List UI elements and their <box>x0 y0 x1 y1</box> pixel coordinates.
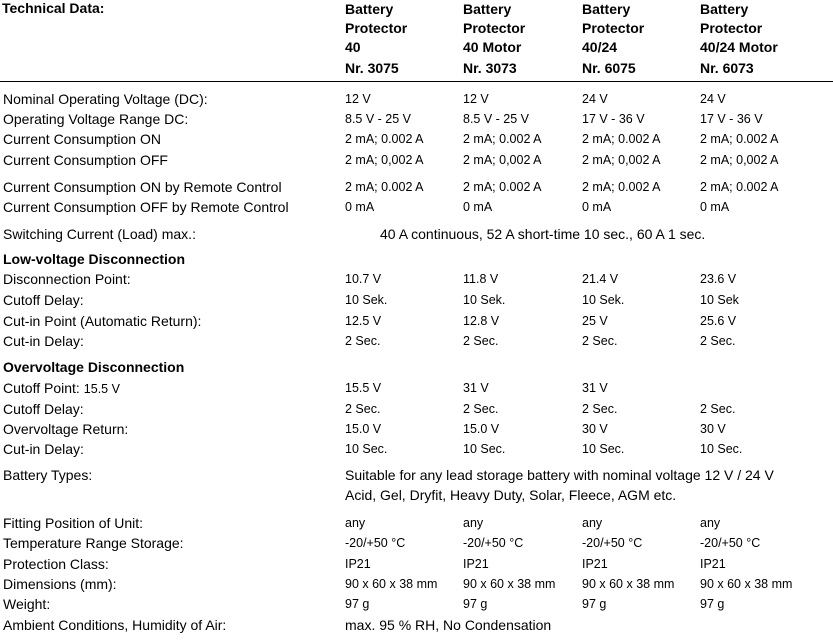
table-cell: 90 x 60 x 38 mm <box>345 577 438 591</box>
table-cell: 2 mA; 0.002 A <box>700 180 779 194</box>
table-cell: 12.8 V <box>463 314 500 328</box>
table-cell: 2 mA; 0.002 A <box>582 132 661 146</box>
column-header-1-line2: Protector <box>345 20 408 36</box>
table-cell: 97 g <box>582 597 607 611</box>
row-label: Cutoff Point: 15.5 V <box>3 380 120 396</box>
column-header-3-line1: Battery <box>582 1 631 17</box>
table-cell: 97 g <box>463 597 488 611</box>
column-header-3-line2: Protector <box>582 20 645 36</box>
row-label: Current Consumption ON <box>3 131 161 147</box>
table-cell: 25 V <box>582 314 608 328</box>
column-header-2-line3: 40 Motor <box>463 39 522 55</box>
table-cell: 2 mA; 0,002 A <box>700 153 779 167</box>
spanned-value: 40 A continuous, 52 A short-time 10 sec., 60 A 1 sec. <box>380 226 706 242</box>
table-cell: any <box>345 516 366 530</box>
row-label: Current Consumption OFF by Remote Control <box>3 199 289 215</box>
row-label: Dimensions (mm): <box>3 576 117 592</box>
table-cell: 15.0 V <box>463 422 500 436</box>
table-cell: 15.0 V <box>345 422 382 436</box>
table-cell: 2 mA; 0.002 A <box>345 180 424 194</box>
table-cell: -20/+50 °C <box>345 536 406 550</box>
table-cell: 24 V <box>700 92 726 106</box>
column-header-2-line4: Nr. 3073 <box>463 60 517 76</box>
section-heading: Overvoltage Disconnection <box>3 359 185 375</box>
table-cell: 97 g <box>700 597 725 611</box>
row-label: Operating Voltage Range DC: <box>3 111 189 127</box>
table-cell: 8.5 V - 25 V <box>463 112 530 126</box>
table-cell: 10 Sec. <box>700 442 743 456</box>
table-cell: any <box>700 516 721 530</box>
table-cell: 2 mA; 0.002 A <box>463 180 542 194</box>
table-cell: IP21 <box>700 557 726 571</box>
header-divider <box>0 81 833 82</box>
column-header-4-line3: 40/24 Motor <box>700 39 778 55</box>
row-label: Cut-in Delay: <box>3 441 84 457</box>
column-header-4-line2: Protector <box>700 20 763 36</box>
row-label: Overvoltage Return: <box>3 421 129 437</box>
table-cell: 97 g <box>345 597 370 611</box>
table-cell: IP21 <box>582 557 608 571</box>
table-cell: 2 mA; 0.002 A <box>582 180 661 194</box>
table-cell: 90 x 60 x 38 mm <box>463 577 556 591</box>
table-cell: 2 mA; 0.002 A <box>700 132 779 146</box>
table-cell: IP21 <box>345 557 371 571</box>
table-cell: -20/+50 °C <box>582 536 643 550</box>
table-cell: 10 Sek. <box>345 293 388 307</box>
column-header-2-line1: Battery <box>463 1 512 17</box>
table-cell: 17 V - 36 V <box>582 112 645 126</box>
table-cell: 17 V - 36 V <box>700 112 763 126</box>
table-cell: IP21 <box>463 557 489 571</box>
row-label: Current Consumption OFF <box>3 152 168 168</box>
column-header-3-line4: Nr. 6075 <box>582 60 636 76</box>
table-cell: -20/+50 °C <box>463 536 524 550</box>
column-header-2-line2: Protector <box>463 20 526 36</box>
table-cell: 12.5 V <box>345 314 382 328</box>
row-label: Protection Class: <box>3 556 109 572</box>
table-cell: 2 mA; 0,002 A <box>463 153 542 167</box>
table-cell: 30 V <box>700 422 726 436</box>
table-cell: 31 V <box>582 381 608 395</box>
table-cell: 15.5 V <box>345 381 382 395</box>
table-cell: 11.8 V <box>463 272 499 286</box>
table-cell: any <box>582 516 603 530</box>
table-cell: 2 mA; 0,002 A <box>345 153 424 167</box>
row-label-value: 15.5 V <box>83 382 120 396</box>
table-cell: 21.4 V <box>582 272 619 286</box>
row-label: Temperature Range Storage: <box>3 535 184 551</box>
table-cell: 2 Sec. <box>463 402 499 416</box>
table-cell: 2 Sec. <box>345 334 381 348</box>
table-cell: 24 V <box>582 92 608 106</box>
column-header-1-line4: Nr. 3075 <box>345 60 399 76</box>
table-cell: 12 V <box>463 92 489 106</box>
table-cell: 2 Sec. <box>700 334 736 348</box>
sheet-title: Technical Data: <box>2 0 105 16</box>
column-header-3-line3: 40/24 <box>582 39 618 55</box>
table-cell: 10 Sek. <box>463 293 506 307</box>
table-cell: 10 Sek. <box>582 293 625 307</box>
table-cell: 10 Sec. <box>345 442 388 456</box>
table-cell: 2 Sec. <box>582 334 618 348</box>
spanned-value: max. 95 % RH, No Condensation <box>345 617 552 633</box>
table-cell: 2 Sec. <box>463 334 499 348</box>
section-heading: Low-voltage Disconnection <box>3 251 186 267</box>
table-cell: 0 mA <box>700 200 730 214</box>
table-cell: 90 x 60 x 38 mm <box>582 577 675 591</box>
table-cell: 2 mA; 0,002 A <box>582 153 661 167</box>
table-cell: 31 V <box>463 381 489 395</box>
row-label: Cut-in Point (Automatic Return): <box>3 313 202 329</box>
table-cell: 0 mA <box>582 200 612 214</box>
table-cell: 10 Sec. <box>582 442 625 456</box>
table-cell: 10 Sec. <box>463 442 506 456</box>
spanned-value: Suitable for any lead storage battery with nominal voltage 12 V / 24 V <box>345 467 774 483</box>
row-label: Nominal Operating Voltage (DC): <box>3 91 208 107</box>
row-label: Cut-in Delay: <box>3 333 84 349</box>
table-cell: 2 Sec. <box>345 402 381 416</box>
row-label: Cutoff Delay: <box>3 292 84 308</box>
table-cell: 10 Sek <box>700 293 739 307</box>
column-header-1-line1: Battery <box>345 1 394 17</box>
table-cell: 25.6 V <box>700 314 737 328</box>
row-label: Ambient Conditions, Humidity of Air: <box>3 617 227 633</box>
table-cell: 0 mA <box>345 200 375 214</box>
row-label: Switching Current (Load) max.: <box>3 226 196 242</box>
table-cell: -20/+50 °C <box>700 536 761 550</box>
row-label: Battery Types: <box>3 467 93 483</box>
row-label: Cutoff Delay: <box>3 401 84 417</box>
table-cell: 12 V <box>345 92 371 106</box>
table-cell: 0 mA <box>463 200 493 214</box>
table-cell: 2 Sec. <box>582 402 618 416</box>
table-cell: 2 mA; 0.002 A <box>345 132 424 146</box>
column-header-1-line3: 40 <box>345 39 361 55</box>
spanned-value-line2: Acid, Gel, Dryfit, Heavy Duty, Solar, Fleece, AGM etc. <box>345 487 677 503</box>
row-label: Weight: <box>3 596 51 612</box>
row-label: Disconnection Point: <box>3 271 131 287</box>
row-label: Current Consumption ON by Remote Control <box>3 179 282 195</box>
table-cell: 8.5 V - 25 V <box>345 112 412 126</box>
table-cell: 30 V <box>582 422 608 436</box>
table-cell: 90 x 60 x 38 mm <box>700 577 793 591</box>
table-cell: any <box>463 516 484 530</box>
table-cell: 2 Sec. <box>700 402 736 416</box>
table-cell: 2 mA; 0.002 A <box>463 132 542 146</box>
column-header-4-line4: Nr. 6073 <box>700 60 754 76</box>
table-cell: 23.6 V <box>700 272 737 286</box>
row-label: Fitting Position of Unit: <box>3 515 144 531</box>
column-header-4-line1: Battery <box>700 1 749 17</box>
table-cell: 10.7 V <box>345 272 382 286</box>
